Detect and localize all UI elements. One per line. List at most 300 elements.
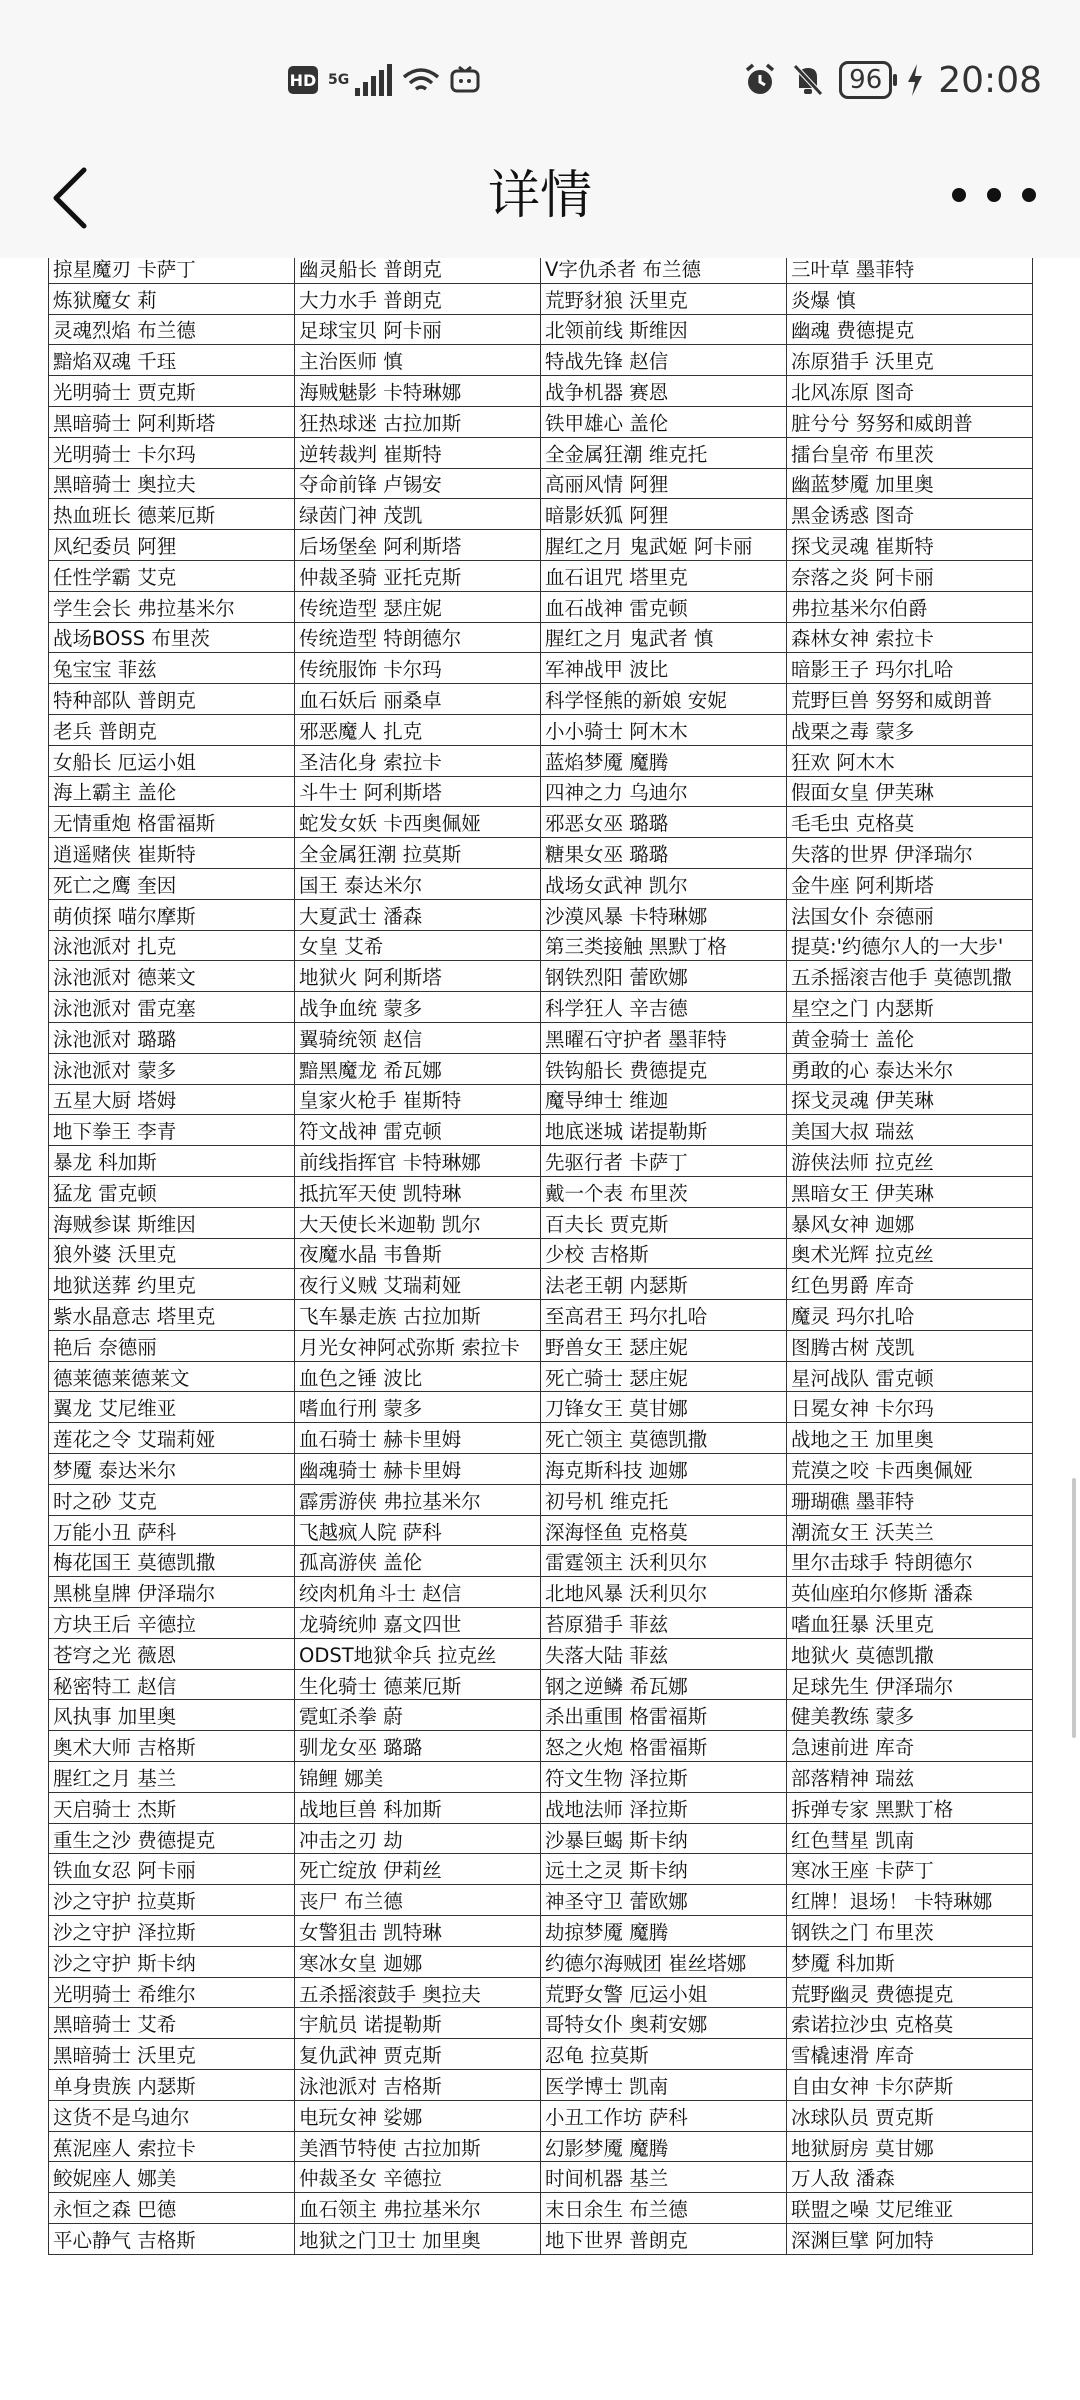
table-row <box>49 2224 1033 2255</box>
table-cell: 黑暗骑士 阿利斯塔 <box>49 406 295 437</box>
table-cell: 提莫:'约德尔人的一大步' <box>787 930 1033 961</box>
table-row <box>49 258 1033 283</box>
table-cell: 特种部队 普朗克 <box>49 684 295 715</box>
table-cell: 野兽女王 瑟庄妮 <box>541 1330 787 1361</box>
table-cell: 黯焰双魂 千珏 <box>49 345 295 376</box>
table-cell: 探戈灵魂 崔斯特 <box>787 530 1033 561</box>
table-cell: 少校 吉格斯 <box>541 1238 787 1269</box>
table-cell: 钢铁烈阳 蕾欧娜 <box>541 961 787 992</box>
table-cell: 荒野巨兽 努努和威朗普 <box>787 684 1033 715</box>
table-cell: 天启骑士 杰斯 <box>49 1792 295 1823</box>
table-cell: 绞肉机角斗士 赵信 <box>295 1577 541 1608</box>
table-cell: 奈落之炎 阿卡丽 <box>787 560 1033 591</box>
table-cell: 仲裁圣骑 亚托克斯 <box>295 560 541 591</box>
table-row <box>49 1238 1033 1269</box>
table-cell: 刀锋女王 莫甘娜 <box>541 1392 787 1423</box>
table-cell: 索诺拉沙虫 克格莫 <box>787 2008 1033 2039</box>
table-cell: 黑暗骑士 沃里克 <box>49 2039 295 2070</box>
table-row <box>49 530 1033 561</box>
back-button[interactable] <box>48 160 108 240</box>
table-cell: 死亡骑士 瑟庄妮 <box>541 1361 787 1392</box>
table-cell: 联盟之噪 艾尼维亚 <box>787 2193 1033 2224</box>
table-row <box>49 1577 1033 1608</box>
table-cell: 邪恶女巫 璐璐 <box>541 807 787 838</box>
table-row <box>49 1484 1033 1515</box>
table-cell: 战地巨兽 科加斯 <box>295 1792 541 1823</box>
table-cell: 泳池派对 德莱文 <box>49 961 295 992</box>
table-row <box>49 560 1033 591</box>
table-cell: 驯龙女巫 璐璐 <box>295 1731 541 1762</box>
table-cell: 深渊巨擘 阿加特 <box>787 2224 1033 2255</box>
table-cell: 沙之守护 泽拉斯 <box>49 1916 295 1947</box>
table-row <box>49 899 1033 930</box>
table-row <box>49 1176 1033 1207</box>
table-cell: 地下世界 普朗克 <box>541 2224 787 2255</box>
table-cell: 黑桃皇牌 伊泽瑞尔 <box>49 1577 295 1608</box>
table-cell: 方块王后 辛德拉 <box>49 1608 295 1639</box>
table-cell: 泳池派对 扎克 <box>49 930 295 961</box>
table-row <box>49 868 1033 899</box>
table-row <box>49 1207 1033 1238</box>
table-cell: 怒之火炮 格雷福斯 <box>541 1731 787 1762</box>
table-cell: 宇航员 诺提勒斯 <box>295 2008 541 2039</box>
table-cell: 忍龟 拉莫斯 <box>541 2039 787 2070</box>
wifi-icon <box>402 65 440 95</box>
table-row <box>49 1762 1033 1793</box>
table-cell: 红色彗星 凯南 <box>787 1823 1033 1854</box>
table-cell: 科学狂人 辛吉德 <box>541 992 787 1023</box>
table-cell: 翼龙 艾尼维亚 <box>49 1392 295 1423</box>
table-row <box>49 2131 1033 2162</box>
more-dot-icon <box>952 188 966 202</box>
table-cell: 狂热球迷 古拉加斯 <box>295 406 541 437</box>
table-row <box>49 345 1033 376</box>
table-cell: 血色之锤 波比 <box>295 1361 541 1392</box>
table-cell: 圣洁化身 索拉卡 <box>295 745 541 776</box>
table-cell: 皇家火枪手 崔斯特 <box>295 1084 541 1115</box>
table-cell: 黑暗女王 伊芙琳 <box>787 1176 1033 1207</box>
table-cell: 全金属狂潮 拉莫斯 <box>295 838 541 869</box>
table-cell: 至高君王 玛尔扎哈 <box>541 1300 787 1331</box>
table-cell: 五杀摇滚吉他手 莫德凯撒 <box>787 961 1033 992</box>
network-type: 5G <box>328 72 350 88</box>
page-title: 详情 <box>487 166 592 226</box>
table-cell: 飞越疯人院 萨科 <box>295 1515 541 1546</box>
table-cell: 光明骑士 卡尔玛 <box>49 437 295 468</box>
table-cell: 沙漠风暴 卡特琳娜 <box>541 899 787 930</box>
table-cell: 炎爆 慎 <box>787 283 1033 314</box>
table-cell: 约德尔海贼团 崔丝塔娜 <box>541 1946 787 1977</box>
table-cell: 嗜血行刑 蒙多 <box>295 1392 541 1423</box>
table-cell: 黑暗骑士 奥拉夫 <box>49 468 295 499</box>
table-cell: 荒漠之咬 卡西奥佩娅 <box>787 1454 1033 1485</box>
table-cell: 符文生物 泽拉斯 <box>541 1762 787 1793</box>
table-cell: 泳池派对 璐璐 <box>49 1022 295 1053</box>
table-cell: 北领前线 斯维因 <box>541 314 787 345</box>
table-row <box>49 961 1033 992</box>
table-cell: 五星大厨 塔姆 <box>49 1084 295 1115</box>
table-cell: 蕉泥座人 索拉卡 <box>49 2131 295 2162</box>
skin-table-body <box>49 258 1033 2254</box>
more-dot-icon <box>1022 188 1036 202</box>
scrollbar-thumb[interactable] <box>1072 1478 1076 1738</box>
table-row <box>49 499 1033 530</box>
table-cell: 足球宝贝 阿卡丽 <box>295 314 541 345</box>
table-row <box>49 1392 1033 1423</box>
table-cell: 风纪委员 阿狸 <box>49 530 295 561</box>
table-row <box>49 314 1033 345</box>
table-cell: 幽魂骑士 赫卡里姆 <box>295 1454 541 1485</box>
status-bar <box>0 0 1080 150</box>
table-row <box>49 1454 1033 1485</box>
table-cell: 逆转裁判 崔斯特 <box>295 437 541 468</box>
table-cell: 腥红之月 基兰 <box>49 1762 295 1793</box>
table-cell: 雪橇速滑 库奇 <box>787 2039 1033 2070</box>
table-cell: 荒野幽灵 费德提克 <box>787 1977 1033 2008</box>
table-row <box>49 1084 1033 1115</box>
table-cell: 三叶草 墨菲特 <box>787 258 1033 283</box>
table-cell: 北地风暴 沃利贝尔 <box>541 1577 787 1608</box>
table-row <box>49 714 1033 745</box>
table-row <box>49 1608 1033 1639</box>
table-cell: 丧尸 布兰德 <box>295 1885 541 1916</box>
table-cell: 灵魂烈焰 布兰德 <box>49 314 295 345</box>
table-row <box>49 838 1033 869</box>
table-cell: 绿茵门神 茂凯 <box>295 499 541 530</box>
table-cell: 女皇 艾希 <box>295 930 541 961</box>
table-cell: 部落精神 瑞兹 <box>787 1762 1033 1793</box>
table-cell: 莲花之令 艾瑞莉娅 <box>49 1423 295 1454</box>
more-options-button[interactable] <box>952 170 1036 220</box>
table-cell: 风执事 加里奥 <box>49 1700 295 1731</box>
table-row <box>49 1361 1033 1392</box>
table-cell: 钢铁之门 布里茨 <box>787 1916 1033 1947</box>
table-row <box>49 591 1033 622</box>
table-cell: 时间机器 基兰 <box>541 2162 787 2193</box>
table-cell: 潮流女王 沃芙兰 <box>787 1515 1033 1546</box>
table-cell: 勇敢的心 泰达米尔 <box>787 1053 1033 1084</box>
table-cell: 地狱火 莫德凯撒 <box>787 1638 1033 1669</box>
table-cell: 奥术光辉 拉克丝 <box>787 1238 1033 1269</box>
table-row <box>49 745 1033 776</box>
table-cell: 战地法师 泽拉斯 <box>541 1792 787 1823</box>
table-cell: 拆弹专家 黑默丁格 <box>787 1792 1033 1823</box>
table-row <box>49 2070 1033 2101</box>
table-row <box>49 1300 1033 1331</box>
table-cell: 血石战神 雷克顿 <box>541 591 787 622</box>
table-row <box>49 1977 1033 2008</box>
table-cell: 特战先锋 赵信 <box>541 345 787 376</box>
table-cell: 脏兮兮 努努和威朗普 <box>787 406 1033 437</box>
table-cell: 第三类接触 黑默丁格 <box>541 930 787 961</box>
table-cell: 黑曜石守护者 墨菲特 <box>541 1022 787 1053</box>
status-right-icons <box>743 52 1042 108</box>
table-row <box>49 1269 1033 1300</box>
table-row <box>49 2193 1033 2224</box>
table-row <box>49 1792 1033 1823</box>
table-row <box>49 807 1033 838</box>
table-cell: 沙暴巨蝎 斯卡纳 <box>541 1823 787 1854</box>
table-cell: 图腾古树 茂凯 <box>787 1330 1033 1361</box>
table-cell: 热血班长 德莱厄斯 <box>49 499 295 530</box>
table-cell: 毛毛虫 克格莫 <box>787 807 1033 838</box>
clock: 20:08 <box>938 59 1042 101</box>
table-cell: 大天使长米迦勒 凯尔 <box>295 1207 541 1238</box>
table-cell: 月光女神阿忒弥斯 索拉卡 <box>295 1330 541 1361</box>
table-cell: 铁甲雄心 盖伦 <box>541 406 787 437</box>
table-cell: 战场女武神 凯尔 <box>541 868 787 899</box>
table-row <box>49 1423 1033 1454</box>
table-cell: 黑暗骑士 艾希 <box>49 2008 295 2039</box>
table-cell: 五杀摇滚鼓手 奥拉夫 <box>295 1977 541 2008</box>
tv-app-icon <box>450 65 480 95</box>
table-cell: 鲛妮座人 娜美 <box>49 2162 295 2193</box>
table-cell: 泳池派对 吉格斯 <box>295 2070 541 2101</box>
table-cell: 健美教练 蒙多 <box>787 1700 1033 1731</box>
table-row <box>49 1546 1033 1577</box>
table-row <box>49 2008 1033 2039</box>
table-cell: 兔宝宝 菲兹 <box>49 653 295 684</box>
table-row <box>49 1146 1033 1177</box>
table-cell: 科学怪熊的新娘 安妮 <box>541 684 787 715</box>
table-cell: 暗影王子 玛尔扎哈 <box>787 653 1033 684</box>
table-cell: 战场BOSS 布里茨 <box>49 622 295 653</box>
table-cell: 森林女神 索拉卡 <box>787 622 1033 653</box>
table-cell: 老兵 普朗克 <box>49 714 295 745</box>
table-cell: 生化骑士 德莱厄斯 <box>295 1669 541 1700</box>
table-cell: 寒冰王座 卡萨丁 <box>787 1854 1033 1885</box>
table-cell: 急速前进 库奇 <box>787 1731 1033 1762</box>
table-cell: 擂台皇帝 布里茨 <box>787 437 1033 468</box>
table-cell: 血石妖后 丽桑卓 <box>295 684 541 715</box>
table-row <box>49 1823 1033 1854</box>
table-cell: 夜行义贼 艾瑞莉娅 <box>295 1269 541 1300</box>
table-cell: 海贼参谋 斯维因 <box>49 1207 295 1238</box>
table-cell: 血石领主 弗拉基米尔 <box>295 2193 541 2224</box>
table-cell: 重生之沙 费德提克 <box>49 1823 295 1854</box>
table-cell: 远土之灵 斯卡纳 <box>541 1854 787 1885</box>
table-cell: 足球先生 伊泽瑞尔 <box>787 1669 1033 1700</box>
table-cell: 小小骑士 阿木木 <box>541 714 787 745</box>
table-cell: 战地之王 加里奥 <box>787 1423 1033 1454</box>
table-cell: 杀出重围 格雷福斯 <box>541 1700 787 1731</box>
table-cell: 糖果女巫 璐璐 <box>541 838 787 869</box>
table-cell: 逍遥赌侠 崔斯特 <box>49 838 295 869</box>
table-cell: 幻影梦魇 魔腾 <box>541 2131 787 2162</box>
table-cell: 任性学霸 艾克 <box>49 560 295 591</box>
table-cell: 寒冰女皇 迦娜 <box>295 1946 541 1977</box>
table-cell: 医学博士 凯南 <box>541 2070 787 2101</box>
table-cell: 全金属狂潮 维克托 <box>541 437 787 468</box>
table-cell: 锦鲤 娜美 <box>295 1762 541 1793</box>
table-cell: 仲裁圣女 辛德拉 <box>295 2162 541 2193</box>
table-row <box>49 2100 1033 2131</box>
table-cell: 传统服饰 卡尔玛 <box>295 653 541 684</box>
table-cell: 幽灵船长 普朗克 <box>295 258 541 283</box>
table-cell: 暗影妖狐 阿狸 <box>541 499 787 530</box>
table-cell: 蓝焰梦魇 魔腾 <box>541 745 787 776</box>
table-cell: 日冕女神 卡尔玛 <box>787 1392 1033 1423</box>
table-cell: 荒野女警 厄运小姐 <box>541 1977 787 2008</box>
table-cell: 孤高游侠 盖伦 <box>295 1546 541 1577</box>
table-cell: 黄金骑士 盖伦 <box>787 1022 1033 1053</box>
table-cell: ODST地狱伞兵 拉克丝 <box>295 1638 541 1669</box>
table-row <box>49 1916 1033 1947</box>
table-cell: 斗牛士 阿利斯塔 <box>295 776 541 807</box>
table-cell: 泳池派对 蒙多 <box>49 1053 295 1084</box>
table-cell: 梦魇 泰达米尔 <box>49 1454 295 1485</box>
table-cell: 时之砂 艾克 <box>49 1484 295 1515</box>
table-row <box>49 283 1033 314</box>
status-left-icons <box>288 60 480 100</box>
table-cell: 艳后 奈德丽 <box>49 1330 295 1361</box>
table-cell: 雷霆领主 沃利贝尔 <box>541 1546 787 1577</box>
table-cell: 美国大叔 瑞兹 <box>787 1115 1033 1146</box>
table-cell: 后场堡垒 阿利斯塔 <box>295 530 541 561</box>
table-cell: 死亡之鹰 奎因 <box>49 868 295 899</box>
table-cell: 劫掠梦魇 魔腾 <box>541 1916 787 1947</box>
table-cell: 奥术大师 吉格斯 <box>49 1731 295 1762</box>
table-row <box>49 437 1033 468</box>
table-cell: 夜魔水晶 韦鲁斯 <box>295 1238 541 1269</box>
table-cell: 沙之守护 拉莫斯 <box>49 1885 295 1916</box>
table-cell: 深海怪鱼 克格莫 <box>541 1515 787 1546</box>
table-cell: 魔灵 玛尔扎哈 <box>787 1300 1033 1331</box>
table-cell: 平心静气 吉格斯 <box>49 2224 295 2255</box>
table-cell: 电玩女神 娑娜 <box>295 2100 541 2131</box>
table-cell: 龙骑统帅 嘉文四世 <box>295 1608 541 1639</box>
table-row <box>49 653 1033 684</box>
table-cell: 星河战队 雷克顿 <box>787 1361 1033 1392</box>
table-cell: 末日余生 布兰德 <box>541 2193 787 2224</box>
battery-icon: 96 <box>839 61 892 99</box>
table-cell: 里尔击球手 特朗德尔 <box>787 1546 1033 1577</box>
table-row <box>49 1022 1033 1053</box>
table-cell: 失落大陆 菲兹 <box>541 1638 787 1669</box>
table-cell: 暴风女神 迦娜 <box>787 1207 1033 1238</box>
table-cell: 铁血女忍 阿卡丽 <box>49 1854 295 1885</box>
table-cell: 地狱厨房 莫甘娜 <box>787 2131 1033 2162</box>
table-cell: 军神战甲 波比 <box>541 653 787 684</box>
top-nav-bar <box>0 150 1080 258</box>
table-cell: 永恒之森 巴德 <box>49 2193 295 2224</box>
table-cell: 地下拳王 李青 <box>49 1115 295 1146</box>
signal-icon <box>355 64 392 96</box>
table-row <box>49 1115 1033 1146</box>
table-cell: 地狱火 阿利斯塔 <box>295 961 541 992</box>
charging-icon <box>906 63 924 97</box>
table-cell: 学生会长 弗拉基米尔 <box>49 591 295 622</box>
table-cell: 霹雳游侠 弗拉基米尔 <box>295 1484 541 1515</box>
table-cell: 先驱行者 卡萨丁 <box>541 1146 787 1177</box>
table-cell: 狂欢 阿木木 <box>787 745 1033 776</box>
table-cell: 战争机器 赛恩 <box>541 376 787 407</box>
table-cell: 腥红之月 鬼武姬 阿卡丽 <box>541 530 787 561</box>
table-cell: 泳池派对 雷克塞 <box>49 992 295 1023</box>
table-cell: 光明骑士 贾克斯 <box>49 376 295 407</box>
table-row <box>49 1854 1033 1885</box>
table-row <box>49 468 1033 499</box>
table-cell: 单身贵族 内瑟斯 <box>49 2070 295 2101</box>
table-cell: 传统造型 特朗德尔 <box>295 622 541 653</box>
table-cell: 幽蓝梦魇 加里奥 <box>787 468 1033 499</box>
table-cell: 百夫长 贾克斯 <box>541 1207 787 1238</box>
table-row <box>49 1731 1033 1762</box>
table-row <box>49 1053 1033 1084</box>
table-cell: 海克斯科技 迦娜 <box>541 1454 787 1485</box>
table-cell: 红色男爵 库奇 <box>787 1269 1033 1300</box>
table-cell: 抵抗军天使 凯特琳 <box>295 1176 541 1207</box>
table-cell: V字仇杀者 布兰德 <box>541 258 787 283</box>
table-cell: 猛龙 雷克顿 <box>49 1176 295 1207</box>
table-row <box>49 1700 1033 1731</box>
table-cell: 梅花国王 莫德凯撒 <box>49 1546 295 1577</box>
table-row <box>49 2162 1033 2193</box>
table-cell: 钢之逆鳞 希瓦娜 <box>541 1669 787 1700</box>
table-cell: 死亡绽放 伊莉丝 <box>295 1854 541 1885</box>
table-cell: 黯黑魔龙 希瓦娜 <box>295 1053 541 1084</box>
table-cell: 美酒节特使 古拉加斯 <box>295 2131 541 2162</box>
table-cell: 北风冻原 图奇 <box>787 376 1033 407</box>
table-cell: 万能小丑 萨科 <box>49 1515 295 1546</box>
table-cell: 紫水晶意志 塔里克 <box>49 1300 295 1331</box>
table-cell: 符文战神 雷克顿 <box>295 1115 541 1146</box>
table-cell: 弗拉基米尔伯爵 <box>787 591 1033 622</box>
table-cell: 大夏武士 潘森 <box>295 899 541 930</box>
table-cell: 冲击之刃 劫 <box>295 1823 541 1854</box>
table-cell: 翼骑统领 赵信 <box>295 1022 541 1053</box>
table-cell: 失落的世界 伊泽瑞尔 <box>787 838 1033 869</box>
table-cell: 嗜血狂暴 沃里克 <box>787 1608 1033 1639</box>
table-cell: 地狱之门卫士 加里奥 <box>295 2224 541 2255</box>
table-cell: 小丑工作坊 萨科 <box>541 2100 787 2131</box>
table-row <box>49 406 1033 437</box>
table-row <box>49 2039 1033 2070</box>
table-row <box>49 622 1033 653</box>
table-cell: 幽魂 费德提克 <box>787 314 1033 345</box>
table-cell: 夺命前锋 卢锡安 <box>295 468 541 499</box>
table-cell: 死亡领主 莫德凯撒 <box>541 1423 787 1454</box>
table-cell: 地底迷城 诺提勒斯 <box>541 1115 787 1146</box>
table-cell: 魔导绅士 维迦 <box>541 1084 787 1115</box>
table-cell: 游侠法师 拉克丝 <box>787 1146 1033 1177</box>
table-cell: 血石骑士 赫卡里姆 <box>295 1423 541 1454</box>
table-cell: 腥红之月 鬼武者 慎 <box>541 622 787 653</box>
table-cell: 炼狱魔女 莉 <box>49 283 295 314</box>
table-cell: 四神之力 乌迪尔 <box>541 776 787 807</box>
table-cell: 海贼魅影 卡特琳娜 <box>295 376 541 407</box>
table-row <box>49 1885 1033 1916</box>
table-cell: 探戈灵魂 伊芙琳 <box>787 1084 1033 1115</box>
document-content[interactable] <box>0 258 1080 2400</box>
table-cell: 哥特女仆 奥莉安娜 <box>541 2008 787 2039</box>
table-cell: 法老王朝 内瑟斯 <box>541 1269 787 1300</box>
table-row <box>49 376 1033 407</box>
table-cell: 血石诅咒 塔里克 <box>541 560 787 591</box>
table-row <box>49 1330 1033 1361</box>
table-row <box>49 930 1033 961</box>
table-cell: 主治医师 慎 <box>295 345 541 376</box>
table-cell: 星空之门 内瑟斯 <box>787 992 1033 1023</box>
table-cell: 神圣守卫 蕾欧娜 <box>541 1885 787 1916</box>
table-row <box>49 684 1033 715</box>
table-cell: 秘密特工 赵信 <box>49 1669 295 1700</box>
table-cell: 假面女皇 伊芙琳 <box>787 776 1033 807</box>
table-cell: 女船长 厄运小姐 <box>49 745 295 776</box>
table-cell: 霓虹杀拳 蔚 <box>295 1700 541 1731</box>
table-cell: 这货不是乌迪尔 <box>49 2100 295 2131</box>
table-cell: 飞车暴走族 古拉加斯 <box>295 1300 541 1331</box>
